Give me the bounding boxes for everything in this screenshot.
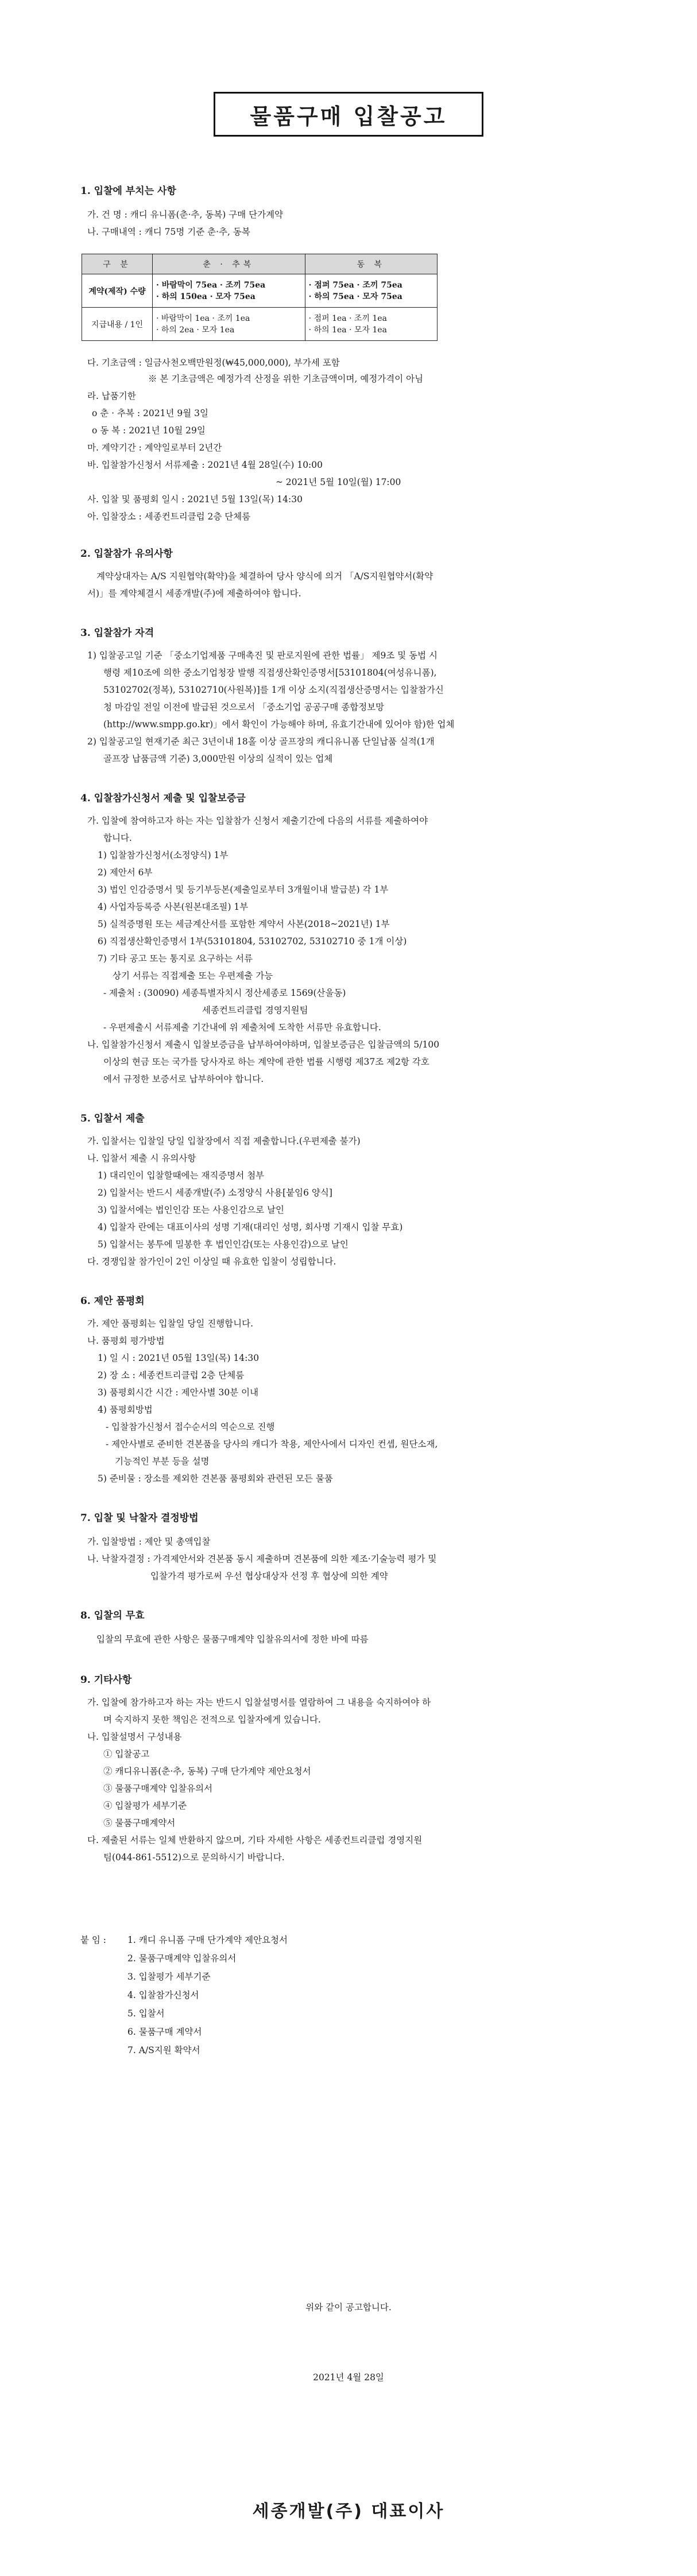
table-header-category: 구 분	[82, 254, 153, 274]
s9-list-item: ③ 물품구매계약 입찰유의서	[103, 1783, 213, 1794]
s5-list-item: 1) 대리인이 입찰할때에는 재직증명서 첨부	[98, 1170, 265, 1181]
s5-line: 다. 경쟁입찰 참가인이 2인 이상일 때 유효한 입찰이 성립합니다.	[87, 1256, 336, 1267]
s3-line: 53102702(정복), 53102710(사원복)]를 1개 이상 소지(직접생산증명서는 입찰참가신	[103, 685, 444, 695]
s9-line: 나. 입찰설명서 구성내용	[87, 1732, 182, 1742]
s5-list-item: 4) 입찰자 란에는 대표이사의 성명 기재(대리인 성명, 회사명 기재시 입찰 무효)	[98, 1222, 403, 1232]
s6-list-item: 5) 준비물 : 장소를 제외한 견본품 품평회와 관련된 모든 물품	[98, 1473, 333, 1484]
s2-line: 서)」를 계약체결시 세종개발(주)에 제출하여야 합니다.	[87, 588, 301, 599]
table-cell	[153, 274, 305, 308]
s1-bid-place: 아. 입찰장소 : 세종컨트리클럽 2층 단체룸	[87, 511, 251, 522]
s1-item-detail: 나. 구매내역 : 캐디 75명 기준 춘·추, 동복	[87, 227, 250, 237]
attachment-item: 5. 입찰서	[127, 2008, 165, 2019]
s4-list-item: 4) 사업자등록증 사본(원본대조필) 1부	[98, 902, 249, 912]
attachment-item: 7. A/S지원 확약서	[127, 2045, 200, 2055]
title-box	[214, 92, 483, 137]
s1-contract-period: 마. 계약기간 : 계약일로부터 2년간	[87, 443, 222, 453]
table-cell-line: · 바람막이 75ea · 조끼 75ea	[156, 280, 266, 290]
s1-delivery-winter: o 동 복 : 2021년 10월 29일	[92, 425, 206, 436]
s1-base-price: 다. 기초금액 : 일금사천오백만원정(₩45,000,000), 부가세 포함	[87, 358, 340, 368]
signature: 세종개발(주) 대표이사	[252, 2501, 445, 2521]
s6-list-item: 3) 품평회시간 시간 : 제안사별 30분 이내	[98, 1387, 259, 1398]
s6-line: 나. 품평회 평가방법	[87, 1336, 165, 1346]
section-3-heading: 3. 입찰참가 자격	[80, 627, 154, 639]
s6-list-item: - 입찰참가신청서 접수순서의 역순으로 진행	[106, 1422, 275, 1432]
s1-delivery-heading: 라. 납품기한	[87, 391, 136, 401]
s9-list-item: ④ 입찰평가 세부기준	[103, 1801, 187, 1811]
section-5-heading: 5. 입찰서 제출	[80, 1113, 145, 1124]
attachments-label: 붙 임 :	[80, 1935, 107, 1945]
closing-notice: 위와 같이 공고합니다.	[305, 2302, 392, 2313]
quantity-table	[82, 254, 437, 341]
s7-line: 가. 입찰방법 : 제안 및 총액입찰	[87, 1537, 211, 1547]
s4-list-item: 3) 법인 인감증명서 및 등기부등본(제출일로부터 3개월이내 발급분) 각 1부	[98, 884, 389, 895]
s4-line: 나. 입찰참가신청서 제출시 입찰보증금을 납부하여야하며, 입찰보증금은 입찰금액의 5/100	[87, 1039, 440, 1050]
s1-submission: 바. 입찰참가신청서 서류제출 : 2021년 4월 28일(수) 10:00	[87, 460, 323, 470]
section-8-heading: 8. 입찰의 무효	[80, 1610, 145, 1621]
s3-line: 골프장 납품금액 기준) 3,000만원 이상의 실적이 있는 업체	[103, 754, 333, 764]
s9-list-item: ② 캐디유니폼(춘·추, 동복) 구매 단가계약 제안요청서	[103, 1766, 311, 1776]
s5-line: 나. 입찰서 제출 시 유의사항	[87, 1153, 196, 1163]
s6-line: 가. 제안 품평회는 입찰일 당일 진행합니다.	[87, 1318, 254, 1329]
attachment-item: 4. 입찰참가신청서	[127, 1990, 199, 2000]
s6-list-item: - 제안사별로 준비한 견본품을 당사의 캐디가 착용, 제안사에서 디자인 컨셉, 원단소재,	[106, 1439, 438, 1449]
table-cell-line: · 바람막이 1ea · 조끼 1ea	[156, 313, 250, 323]
s6-list-item: 기능적인 부분 등을 설명	[115, 1456, 210, 1467]
attachment-item: 6. 물품구매 계약서	[127, 2027, 202, 2037]
s1-submission-end: ~ 2021년 5월 10일(월) 17:00	[276, 477, 401, 487]
s5-list-item: 5) 입찰서는 봉투에 밀봉한 후 법인인감(또는 사용인감)으로 날인	[98, 1239, 348, 1250]
s4-line: 가. 입찰에 참여하고자 하는 자는 입찰참가 신청서 제출기간에 다음의 서류를 제출하여야	[87, 816, 428, 826]
s9-line: 팀(044-861-5512)으로 문의하시기 바랍니다.	[103, 1852, 285, 1863]
page-title: 물품구매 입찰공고	[250, 103, 447, 129]
table-cell-line: · 하의 150ea · 모자 75ea	[156, 292, 255, 301]
attachment-item: 1. 캐디 유니폼 구매 단가계약 제안요청서	[127, 1935, 288, 1945]
section-9-heading: 9. 기타사항	[80, 1674, 132, 1686]
s7-line: 입찰가격 평가로써 우선 협상대상자 선정 후 협상에 의한 계약	[150, 1571, 388, 1581]
s3-line: (http://www.smpp.go.kr)」에서 확인이 가능해야 하며, 유효기간내에 있어야 함)한 업체	[103, 719, 455, 730]
s4-line: 이상의 현금 또는 국가를 당사자로 하는 계약에 관한 법률 시행령 제37조 제2항 각호	[103, 1057, 429, 1067]
table-cell-line: · 점퍼 75ea · 조끼 75ea	[308, 280, 402, 290]
s4-list-item: 6) 직접생산확인증명서 1부(53101804, 53102702, 53102710 중 1개 이상)	[98, 936, 407, 946]
table-cell-line: · 점퍼 1ea · 조끼 1ea	[308, 313, 387, 323]
s9-list-item: ⑤ 물품구매계약서	[103, 1818, 176, 1828]
s6-list-item: 1) 일 시 : 2021년 05월 13일(목) 14:30	[98, 1353, 260, 1363]
table-cell	[305, 308, 437, 341]
s6-list-item: 2) 장 소 : 세종컨트리클럽 2층 단체룸	[98, 1370, 245, 1380]
s5-line: 가. 입찰서는 입찰일 당일 입찰장에서 직접 제출합니다.(우편제출 불가)	[87, 1136, 361, 1146]
s9-line: 며 숙지하지 못한 책임은 전적으로 입찰자에게 있습니다.	[103, 1714, 321, 1725]
s4-list-item: 5) 실적증명원 또는 세금계산서를 포함한 계약서 사본(2018~2021년) 1부	[98, 919, 390, 929]
s4-list-item: 2) 제안서 6부	[98, 867, 153, 878]
s1-bid-date: 사. 입찰 및 품평회 일시 : 2021년 5월 13일(목) 14:30	[87, 494, 303, 505]
s4-list-item: 상기 서류는 직접제출 또는 우편제출 가능	[113, 971, 273, 981]
s4-mail-note: - 우편제출시 서류제출 기간내에 위 제출처에 도착한 서류만 유효합니다.	[103, 1022, 381, 1033]
table-cell-line: · 하의 2ea · 모자 1ea	[156, 325, 235, 335]
s9-line: 다. 제출된 서류는 일체 반환하지 않으며, 기타 자세한 사항은 세종컨트리클럽 경영지원	[87, 1835, 423, 1845]
section-2-heading: 2. 입찰참가 유의사항	[80, 548, 173, 560]
s4-list-item: 7) 기타 공고 또는 통지로 요구하는 서류	[98, 953, 253, 964]
s4-line: 에서 규정한 보증서로 납부하여야 합니다.	[103, 1074, 264, 1084]
s1-item-name: 가. 건 명 : 캐디 유니폼(춘·추, 동복) 구매 단가계약	[87, 210, 284, 220]
section-6-heading: 6. 제안 품평회	[80, 1295, 145, 1307]
attachment-item: 2. 물품구매계약 입찰유의서	[127, 1953, 237, 1964]
s1-delivery-spring: o 춘 · 추복 : 2021년 9월 3일	[92, 408, 208, 418]
s1-base-price-note: ※ 본 기초금액은 예정가격 산정을 위한 기초금액이며, 예정가격이 아님	[148, 374, 424, 384]
s4-submit-address: - 제출처 : (30090) 세종특별자치시 정산세종로 1569(산울동)	[103, 988, 346, 998]
s2-line: 계약상대자는 A/S 지원협약(확약)을 체결하여 당사 양식에 의거 「A/S지원협약서(확약	[96, 571, 433, 581]
closing-date: 2021년 4월 28일	[313, 2372, 384, 2383]
table-row-label: 지급내용 / 1인	[82, 308, 153, 341]
s3-line: 청 마감일 전일 이전에 발급된 것으로서 「중소기업 공공구매 종합정보망	[103, 702, 385, 712]
s4-line: 합니다.	[103, 833, 132, 843]
table-header-spring: 춘 · 추복	[153, 254, 305, 274]
section-1-heading: 1. 입찰에 부치는 사항	[80, 185, 176, 197]
table-header-winter: 동 복	[305, 254, 437, 274]
table-cell	[305, 274, 437, 308]
s4-list-item: 1) 입찰참가신청서(소정양식) 1부	[98, 850, 229, 860]
table-cell-line: · 하의 75ea · 모자 75ea	[308, 292, 402, 301]
s6-list-item: 4) 품평회방법	[98, 1405, 153, 1415]
s8-line: 입찰의 무효에 관한 사항은 물품구매계약 입찰유의서에 정한 바에 따름	[96, 1634, 369, 1644]
section-7-heading: 7. 입찰 및 낙찰자 결정방법	[80, 1512, 199, 1524]
table-row-label: 계약(제작) 수량	[82, 274, 153, 308]
section-4-heading: 4. 입찰참가신청서 제출 및 입찰보증금	[80, 793, 246, 804]
s5-list-item: 3) 입찰서에는 법인인감 또는 사용인감으로 날인	[98, 1205, 285, 1215]
s9-list-item: ① 입찰공고	[103, 1749, 150, 1759]
s9-line: 가. 입찰에 참가하고자 하는 자는 반드시 입찰설명서를 열람하여 그 내용을 숙지하여야 하	[87, 1697, 431, 1708]
s3-line: 행령 제10조에 의한 중소기업청장 발행 직접생산확인증명서[53101804(여성유니폼),	[103, 668, 437, 678]
s7-line: 나. 낙찰자결정 : 가격제안서와 견본품 동시 제출하며 견본품에 의한 제조·기술능력 평가 및	[87, 1554, 437, 1564]
s4-submit-team: 세종컨트리클럽 경영지원팀	[202, 1005, 308, 1015]
s3-line: 1) 입찰공고일 기준 「중소기업제품 구매촉진 및 판로지원에 관한 법률」 제9조 및 동법 시	[87, 650, 438, 661]
table-cell-line: · 하의 1ea · 모자 1ea	[308, 325, 387, 335]
s5-list-item: 2) 입찰서는 반드시 세종개발(주) 소정양식 사용[붙임6 양식]	[98, 1188, 332, 1198]
table-cell	[153, 308, 305, 341]
attachment-item: 3. 입찰평가 세부기준	[127, 1972, 211, 1982]
s3-line: 2) 입찰공고일 현재기준 최근 3년이내 18홀 이상 골프장의 캐디유니폼 단일납품 실적(1개	[87, 736, 435, 747]
